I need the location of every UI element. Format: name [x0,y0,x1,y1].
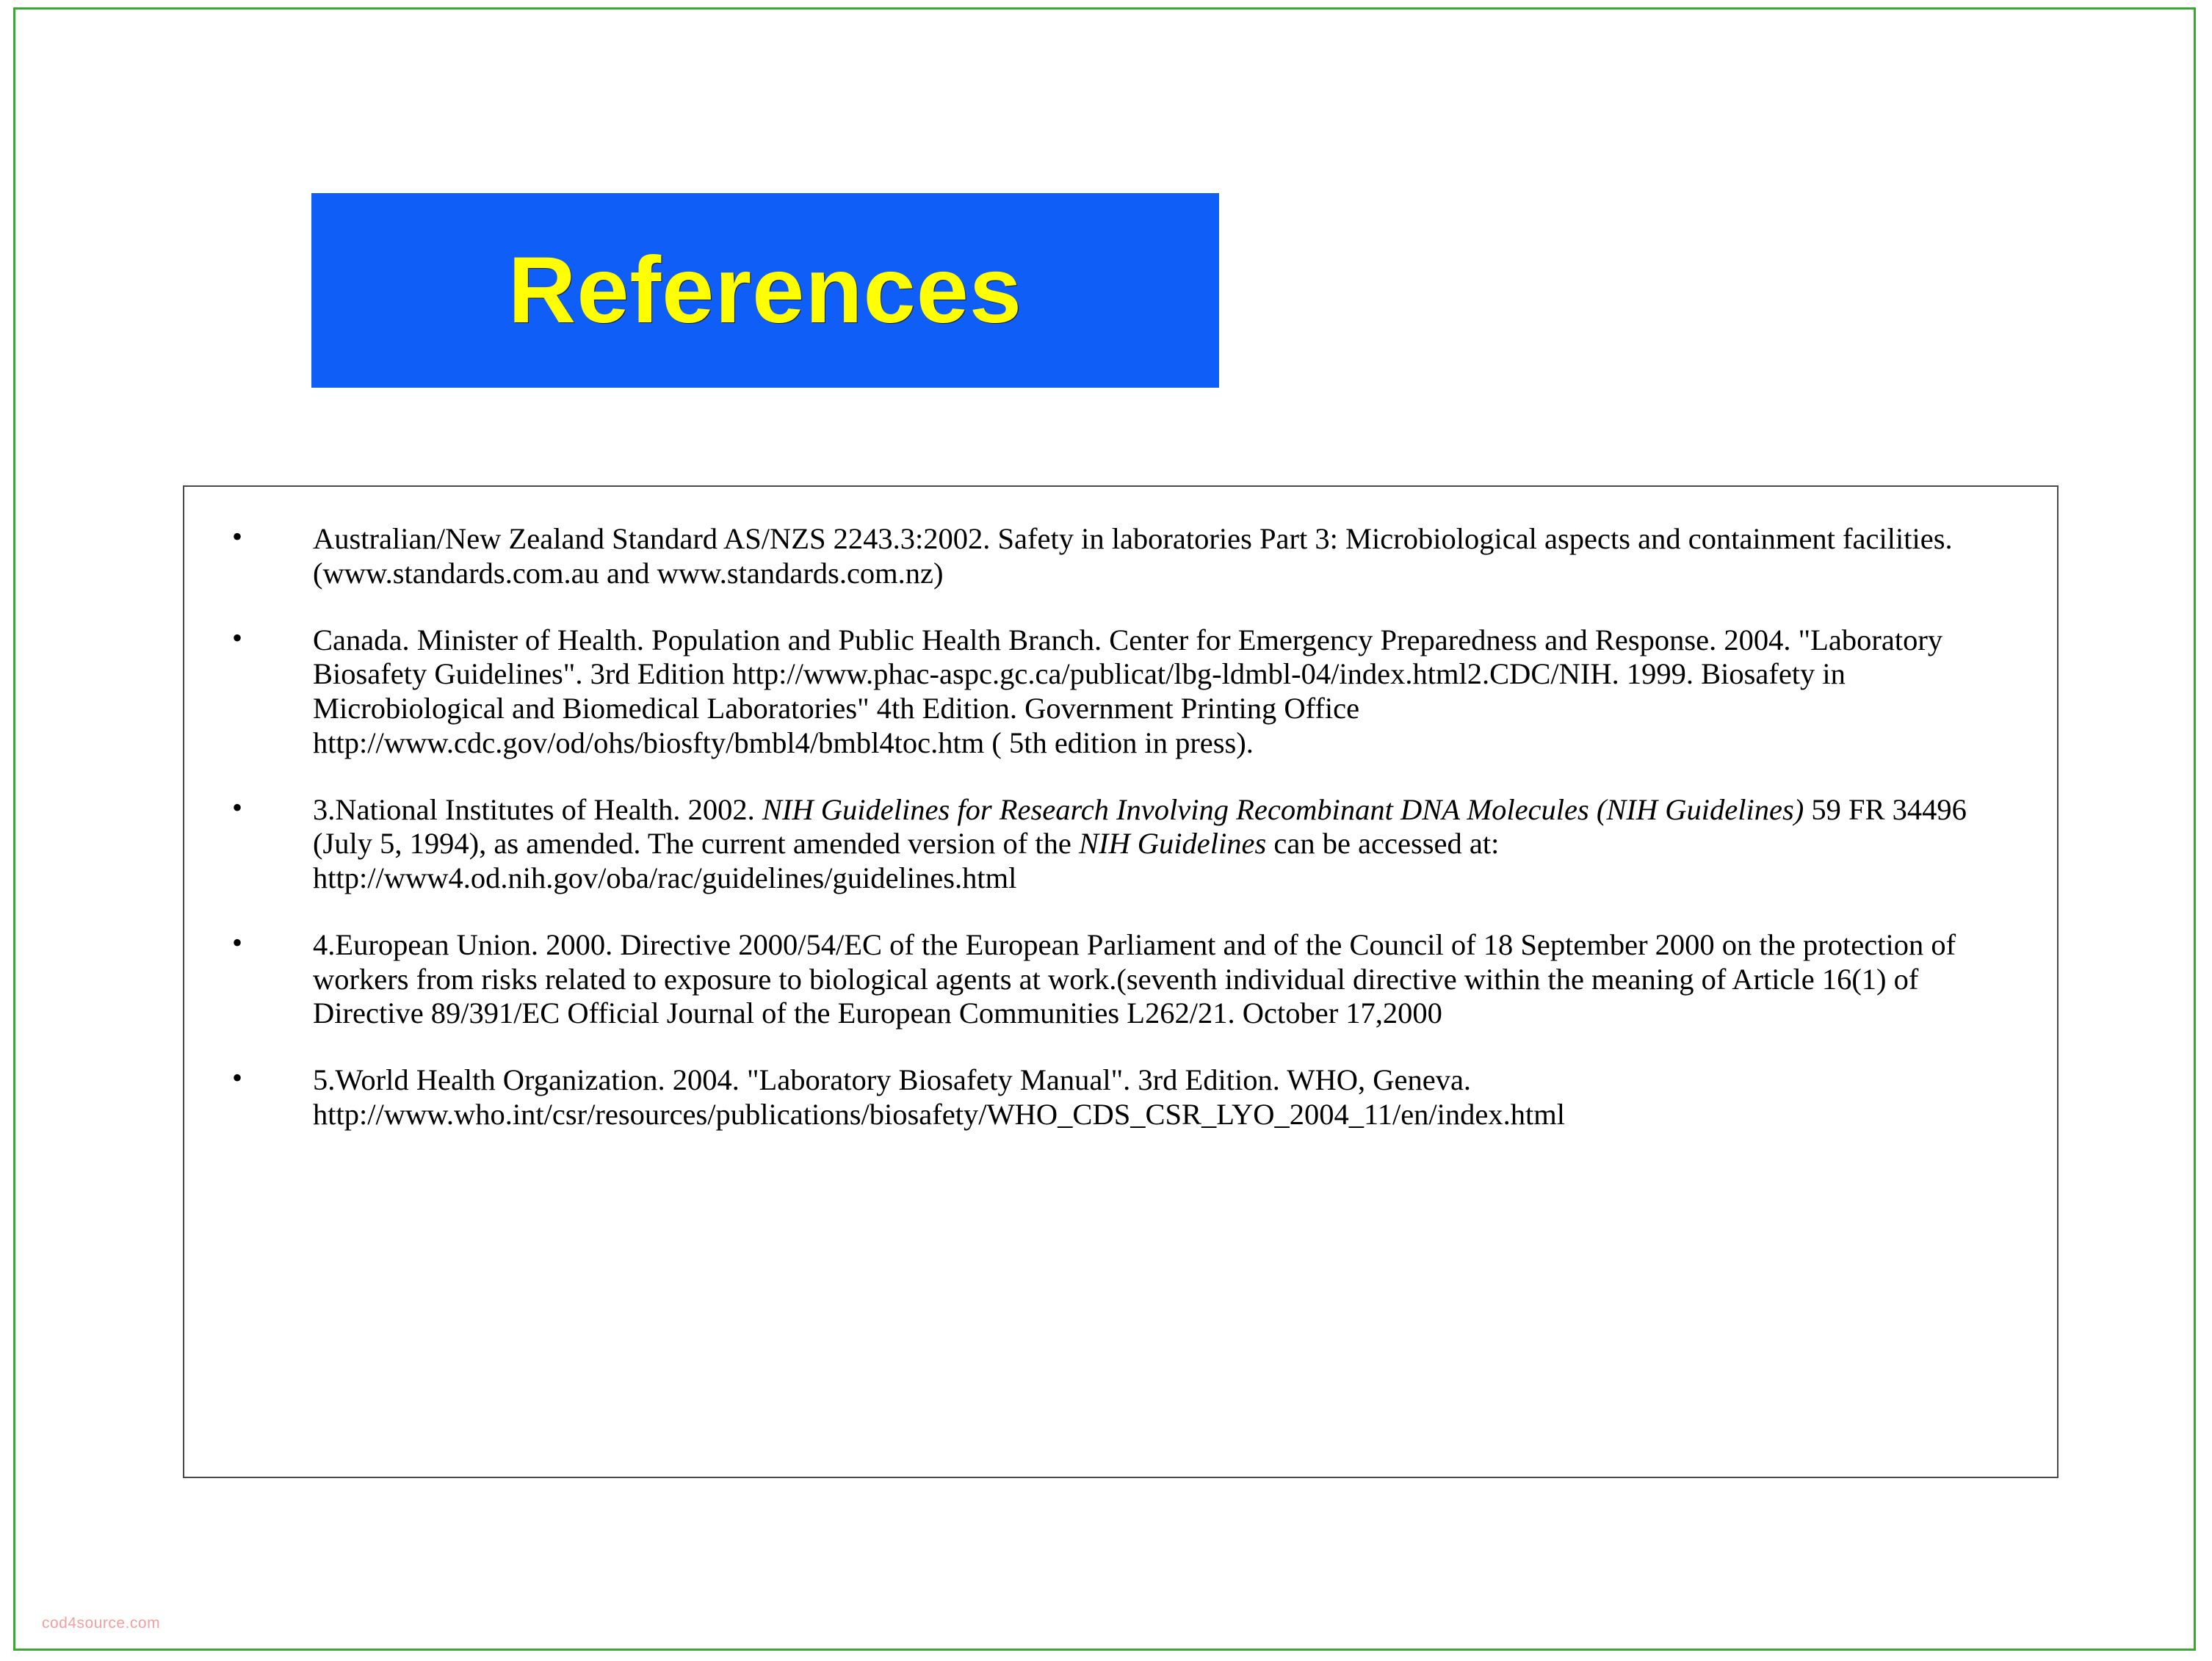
reference-text: 3.National Institutes of Health. 2002. [313,792,762,826]
reference-item [214,522,2028,591]
reference-text-italic: NIH Guidelines for Research Involving Recombinant DNA Molecules (NIH Guidelines) [762,792,1804,826]
watermark-label: cod4source.com [42,1615,161,1632]
reference-text: Canada. Minister of Health. Population and Public Health Branch. Center for Emergency Preparedness and Response. 2004. "Laboratory Biosafety Guidelines". 3rd Edition http://www.phac-aspc.gc.ca/publicat/lbg-ldmbl-04/index.html2.CDC/NIH. 1999. Biosafety in Microbiological and Biomedical Laboratories" 4th Edition. Government Printing Office http://www.cdc.gov/od/ohs/biosfty/bmbl4/bmbl4toc.htm ( 5th edition in press). [313,623,1943,759]
reference-text: 59 FR 34496 (July 5, 1994), as amended. The current amended version of the [313,792,1967,861]
reference-text-italic: NIH Guidelines [1078,827,1267,861]
reference-item [214,793,2028,896]
page-title: References [507,237,1023,343]
reference-text: 4.European Union. 2000. Directive 2000/54/EC of the European Parliament and of the Council of 18 September 2000 on the protection of workers from risks related to exposure to biological agents at work.(seventh individual directive within the meaning of Article 16(1) of Directive 89/391/EC Official Journal of the European Communities L262/21. October 17,2000 [313,927,1956,1030]
reference-text: Australian/New Zealand Standard AS/NZS 2243.3:2002. Safety in laboratories Part 3: Microbiological aspects and containment facilities.(www.standards.com.au and www.standards.com.nz) [313,522,1953,590]
reference-item [214,1063,2028,1132]
slide-frame [13,7,2196,1651]
references-list [214,522,2028,1132]
reference-item [214,623,2028,761]
reference-item [214,928,2028,1031]
reference-text: 5.World Health Organization. 2004. "Laboratory Biosafety Manual". 3rd Edition. WHO, Geneva. http://www.who.int/csr/resources/publications/biosafety/WHO_CDS_CSR_LYO_2004_11/en/index.html [313,1063,1566,1131]
references-content-box [183,485,2059,1478]
title-banner [311,193,1219,388]
reference-text: can be accessed at: http://www4.od.nih.gov/oba/rac/guidelines/guidelines.html [313,827,1500,895]
